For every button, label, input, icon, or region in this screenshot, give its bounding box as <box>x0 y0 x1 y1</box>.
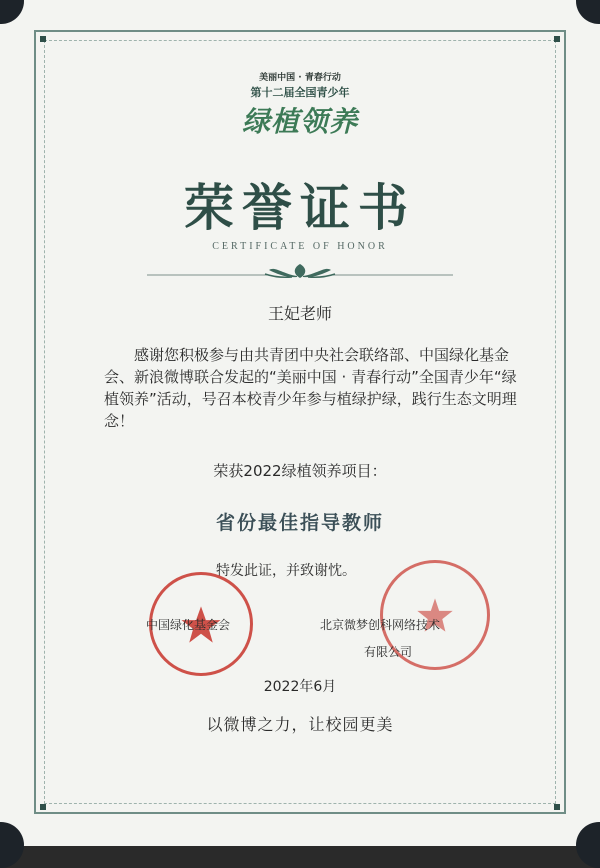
issuer-foundation: 中国绿化基金会 <box>146 618 231 632</box>
corner-square <box>554 36 560 42</box>
leaf-ornament-divider <box>147 262 453 280</box>
issue-date: 2022年6月 <box>263 679 337 695</box>
corner-square <box>554 804 560 810</box>
recipient-name: 王妃老师 <box>267 304 332 323</box>
award-title: 省份最佳指导教师 <box>215 512 384 534</box>
certificate-body-text: 感谢您积极参与由共青团中央社会联络部、中国绿化基金会、新浪微博联合发起的“美丽中国 · 青春行动”全国青少年“绿植领养”活动，号召本校青少年参与植绿护绿，践行生态文明理念！ <box>104 346 517 430</box>
issuer-company-line1: 北京微梦创科网络技术 <box>320 618 441 632</box>
corner-square <box>40 804 46 810</box>
background-corner <box>0 0 24 24</box>
campaign-small-label: 美丽中国 · 青春行动 <box>259 73 341 83</box>
background-corner <box>576 0 600 24</box>
issuer-company-line2: 有限公司 <box>364 645 413 659</box>
certificate-title: 荣誉证书 <box>184 178 416 237</box>
slogan: 以微博之力，让校园更美 <box>206 715 394 734</box>
award-intro-line: 荣获2022绿植领养项目： <box>213 462 387 480</box>
closing-line: 特发此证，并致谢忱。 <box>216 563 356 579</box>
campaign-edition-label: 第十二届全国青少年 <box>250 86 350 99</box>
certificate-subtitle: CERTIFICATE OF HONOR <box>212 241 388 252</box>
corner-square <box>40 36 46 42</box>
background-corner <box>0 822 24 868</box>
campaign-logo-text: 绿植领养 <box>241 105 358 138</box>
background-corner <box>576 822 600 868</box>
